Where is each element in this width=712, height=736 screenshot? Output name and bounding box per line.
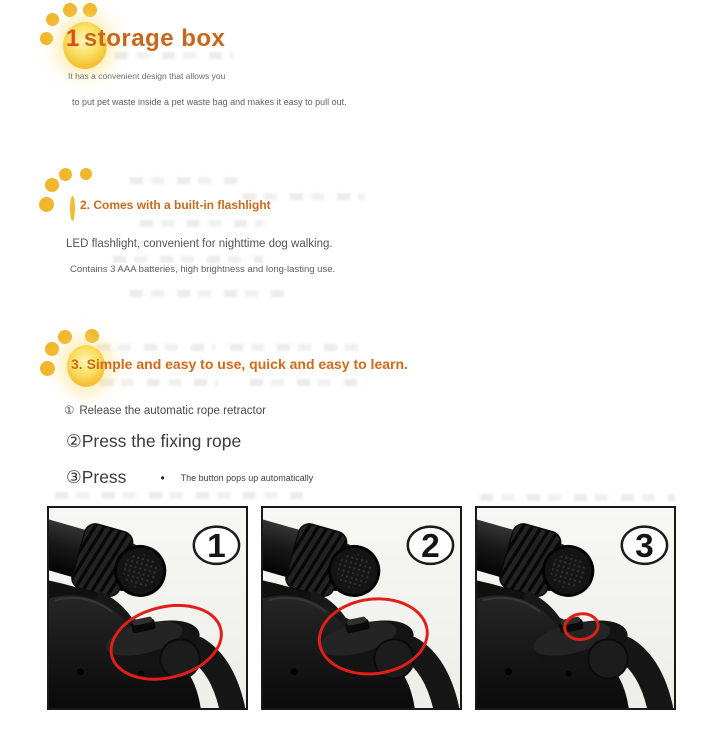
product-photo-2 — [261, 506, 462, 710]
ghost-text-artifact — [115, 52, 233, 59]
step-2-text: Press the fixing rope — [81, 431, 242, 451]
ghost-text-artifact — [113, 256, 263, 263]
paw-pad-edge — [70, 196, 75, 221]
paw-toe-dot — [63, 3, 77, 17]
step-number: 1 — [207, 528, 226, 566]
section2-line2: Contains 3 AAA batteries, high brightness and long-lasting use. — [70, 264, 336, 275]
ghost-text-artifact — [97, 344, 215, 351]
section1-line2: to put pet waste inside a pet waste bag and makes it easy to pull out. — [72, 97, 347, 107]
ghost-text-artifact — [140, 220, 264, 227]
ghost-text-artifact — [130, 290, 288, 297]
step-3-note: The button pops up automatically — [180, 472, 314, 483]
section1-heading — [66, 25, 225, 53]
step-number: 3 — [635, 528, 654, 566]
paw-toe-dot — [45, 178, 59, 192]
paw-toe-dot — [40, 32, 53, 45]
paw-toe-dot — [83, 3, 97, 17]
paw-toe-dot — [40, 361, 55, 376]
section2-line1: LED flashlight, convenient for nighttime dog walking. — [66, 238, 333, 250]
step-1-text: Release the automatic rope retractor — [79, 405, 266, 417]
product-photo-3 — [475, 506, 676, 710]
paw-toe-dot — [80, 168, 92, 180]
step-2 — [66, 431, 241, 452]
circled-3-marker: ③ — [66, 467, 82, 487]
ghost-text-artifact — [250, 379, 366, 386]
ghost-text-artifact — [55, 492, 305, 499]
step-3 — [66, 467, 313, 488]
ghost-text-artifact — [100, 379, 218, 386]
section3-heading: 3. Simple and easy to use, quick and easy to learn. — [71, 356, 408, 372]
leash-handle-photo — [263, 508, 460, 708]
paw-toe-dot — [45, 342, 59, 356]
paw-toe-dot — [85, 329, 99, 343]
leash-handle-photo — [477, 508, 674, 708]
section1-line1: It has a convenient design that allows you — [68, 71, 226, 81]
paw-toe-dot — [46, 13, 59, 26]
step-number: 2 — [421, 528, 440, 566]
ghost-text-artifact — [130, 177, 242, 184]
step-3-text: Press — [81, 467, 127, 487]
circled-2-marker: ② — [66, 431, 82, 451]
section2-heading: 2. Comes with a built-in flashlight — [80, 198, 271, 212]
product-photo-1 — [47, 506, 248, 710]
paw-toe-dot — [59, 168, 72, 181]
section1-title-text: storage box — [83, 25, 226, 52]
paw-toe-dot — [58, 330, 72, 344]
paw-toe-dot — [39, 197, 54, 212]
ghost-text-artifact — [230, 344, 366, 351]
instruction-photos-row — [47, 506, 676, 710]
leash-handle-photo — [49, 508, 246, 708]
ghost-text-artifact — [480, 494, 675, 501]
bullet-point: • — [160, 470, 165, 485]
step-1 — [64, 403, 266, 417]
circled-1-marker: ① — [64, 405, 75, 417]
section1-number: 1 — [66, 25, 80, 52]
